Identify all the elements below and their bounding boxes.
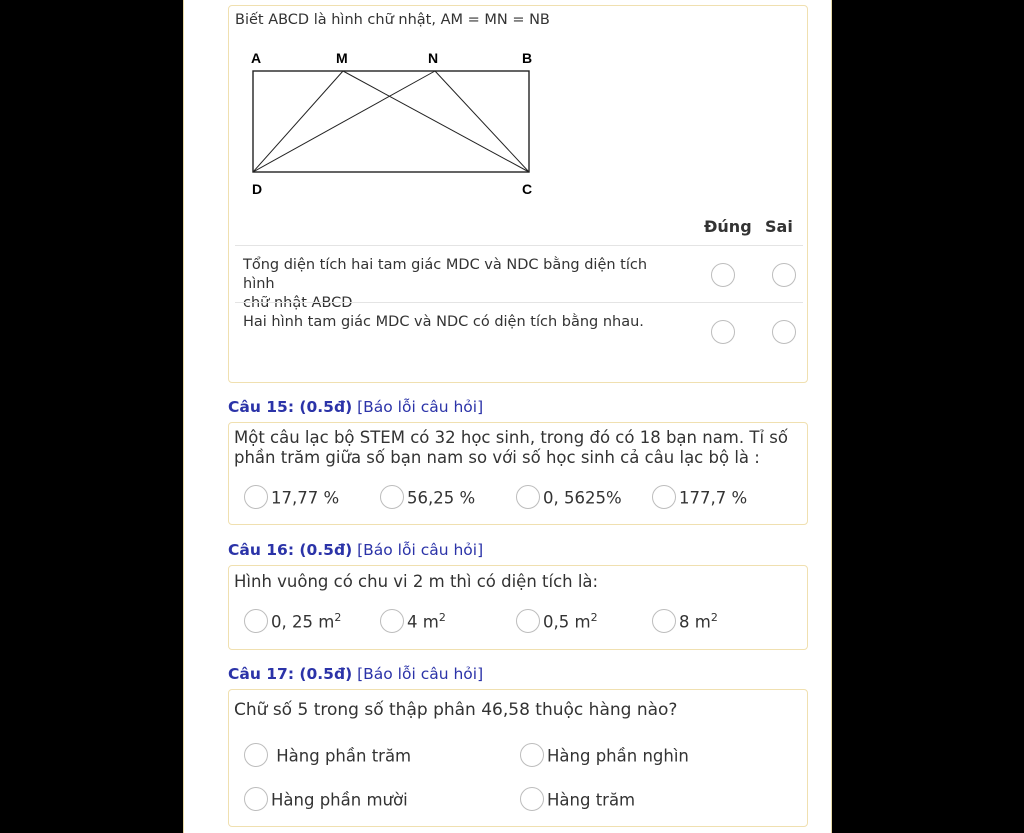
rectangle-figure bbox=[247, 46, 547, 206]
question-16-option-d-label: 8 m bbox=[679, 612, 711, 632]
question-16-option-b-radio[interactable] bbox=[380, 609, 404, 633]
tf-row-1-line1: Tổng diện tích hai tam giác MDC và NDC bằng diện tích hình bbox=[243, 257, 648, 292]
question-15-option-d-label: 177,7 % bbox=[679, 488, 748, 508]
segment-nc bbox=[435, 71, 529, 172]
question-15-option-c-label: 0, 5625% bbox=[543, 488, 622, 508]
question-17-option-c-label: Hàng phần mười bbox=[271, 790, 408, 810]
question-16-option-c[interactable] bbox=[516, 611, 598, 635]
question-17-option-d[interactable] bbox=[520, 789, 635, 813]
question-17-report-link[interactable]: [Báo lỗi câu hỏi] bbox=[357, 665, 484, 683]
question-15-number: Câu 15: (0.5đ) bbox=[228, 398, 353, 416]
segment-mc bbox=[343, 71, 529, 172]
question-16-option-a-radio[interactable] bbox=[244, 609, 268, 633]
question-15-statement bbox=[234, 428, 788, 468]
question-15-option-b-radio[interactable] bbox=[380, 485, 404, 509]
question-17-option-d-label: Hàng trăm bbox=[547, 790, 636, 810]
question-17-option-d-radio[interactable] bbox=[520, 787, 544, 811]
question-15-option-b-label: 56,25 % bbox=[407, 488, 476, 508]
tf-row-1-line2: chữ nhật ABCD bbox=[243, 295, 353, 311]
question-16-option-d-radio[interactable] bbox=[652, 609, 676, 633]
question-17-box bbox=[228, 689, 808, 827]
question-16-header bbox=[228, 541, 483, 559]
question-15-report-link[interactable]: [Báo lỗi câu hỏi] bbox=[357, 398, 484, 416]
question-14-statement: Biết ABCD là hình chữ nhật, AM = MN = NB bbox=[235, 12, 550, 28]
tf-row-2-false-radio[interactable] bbox=[772, 320, 796, 344]
question-15-option-c[interactable] bbox=[516, 487, 622, 511]
question-16-report-link[interactable]: [Báo lỗi câu hỏi] bbox=[357, 541, 484, 559]
question-17-option-b-radio[interactable] bbox=[520, 743, 544, 767]
question-15-option-c-radio[interactable] bbox=[516, 485, 540, 509]
question-16-box bbox=[228, 565, 808, 650]
question-17-option-a-label: Hàng phần trăm bbox=[276, 746, 412, 766]
rectangle-abcd bbox=[253, 71, 529, 172]
question-17-option-b-label: Hàng phần nghìn bbox=[547, 746, 689, 766]
quiz-page bbox=[183, 0, 832, 833]
question-16-option-d-exponent: 2 bbox=[710, 611, 718, 624]
question-16-number: Câu 16: (0.5đ) bbox=[228, 541, 353, 559]
tf-row-1-false-radio[interactable] bbox=[772, 263, 796, 287]
question-17-option-a-radio[interactable] bbox=[244, 743, 268, 767]
label-b: B bbox=[522, 50, 533, 66]
question-17-option-a[interactable] bbox=[244, 745, 411, 769]
column-true-header: Đúng bbox=[704, 217, 752, 236]
tf-row-2-true-radio[interactable] bbox=[711, 320, 735, 344]
label-c: C bbox=[522, 181, 533, 197]
label-m: M bbox=[336, 50, 348, 66]
question-16-option-c-exponent: 2 bbox=[590, 611, 598, 624]
question-16-option-c-label: 0,5 m bbox=[543, 612, 591, 632]
question-17-option-b[interactable] bbox=[520, 745, 689, 769]
question-17-statement: Chữ số 5 trong số thập phân 46,58 thuộc hàng nào? bbox=[234, 700, 678, 720]
question-16-option-c-radio[interactable] bbox=[516, 609, 540, 633]
question-16-option-b-exponent: 2 bbox=[438, 611, 446, 624]
segment-nd bbox=[253, 71, 435, 172]
tf-row-1-true-radio[interactable] bbox=[711, 263, 735, 287]
tf-row-2 bbox=[235, 302, 803, 359]
tf-row-2-line1: Hai hình tam giác MDC và NDC có diện tích bằng nhau. bbox=[243, 314, 644, 330]
label-d: D bbox=[252, 181, 263, 197]
question-15-line1: Một câu lạc bộ STEM có 32 học sinh, trong đó có 18 bạn nam. Tỉ số bbox=[234, 428, 788, 447]
question-15-option-a-radio[interactable] bbox=[244, 485, 268, 509]
question-15-header bbox=[228, 398, 483, 416]
question-17-option-c[interactable] bbox=[244, 789, 408, 813]
question-15-option-d-radio[interactable] bbox=[652, 485, 676, 509]
question-15-option-a-label: 17,77 % bbox=[271, 488, 340, 508]
question-17-header bbox=[228, 665, 483, 683]
column-false-header: Sai bbox=[765, 217, 793, 236]
question-16-option-d[interactable] bbox=[652, 611, 718, 635]
question-16-option-a-label: 0, 25 m bbox=[271, 612, 335, 632]
segment-md bbox=[253, 71, 343, 172]
question-15-option-d[interactable] bbox=[652, 487, 747, 511]
question-15-option-b[interactable] bbox=[380, 487, 475, 511]
label-n: N bbox=[428, 50, 439, 66]
question-15-box bbox=[228, 422, 808, 525]
question-16-statement: Hình vuông có chu vi 2 m thì có diện tích là: bbox=[234, 572, 599, 591]
label-a: A bbox=[251, 50, 262, 66]
question-15-line2: phần trăm giữa số bạn nam so với số học sinh cả câu lạc bộ là : bbox=[234, 448, 760, 467]
question-16-option-b[interactable] bbox=[380, 611, 446, 635]
question-16-option-a[interactable] bbox=[244, 611, 341, 635]
question-16-option-b-label: 4 m bbox=[407, 612, 439, 632]
question-15-option-a[interactable] bbox=[244, 487, 339, 511]
question-16-option-a-exponent: 2 bbox=[334, 611, 342, 624]
tf-row-1 bbox=[235, 245, 803, 311]
question-17-number: Câu 17: (0.5đ) bbox=[228, 665, 353, 683]
question-14-box bbox=[228, 5, 808, 383]
question-17-option-c-radio[interactable] bbox=[244, 787, 268, 811]
